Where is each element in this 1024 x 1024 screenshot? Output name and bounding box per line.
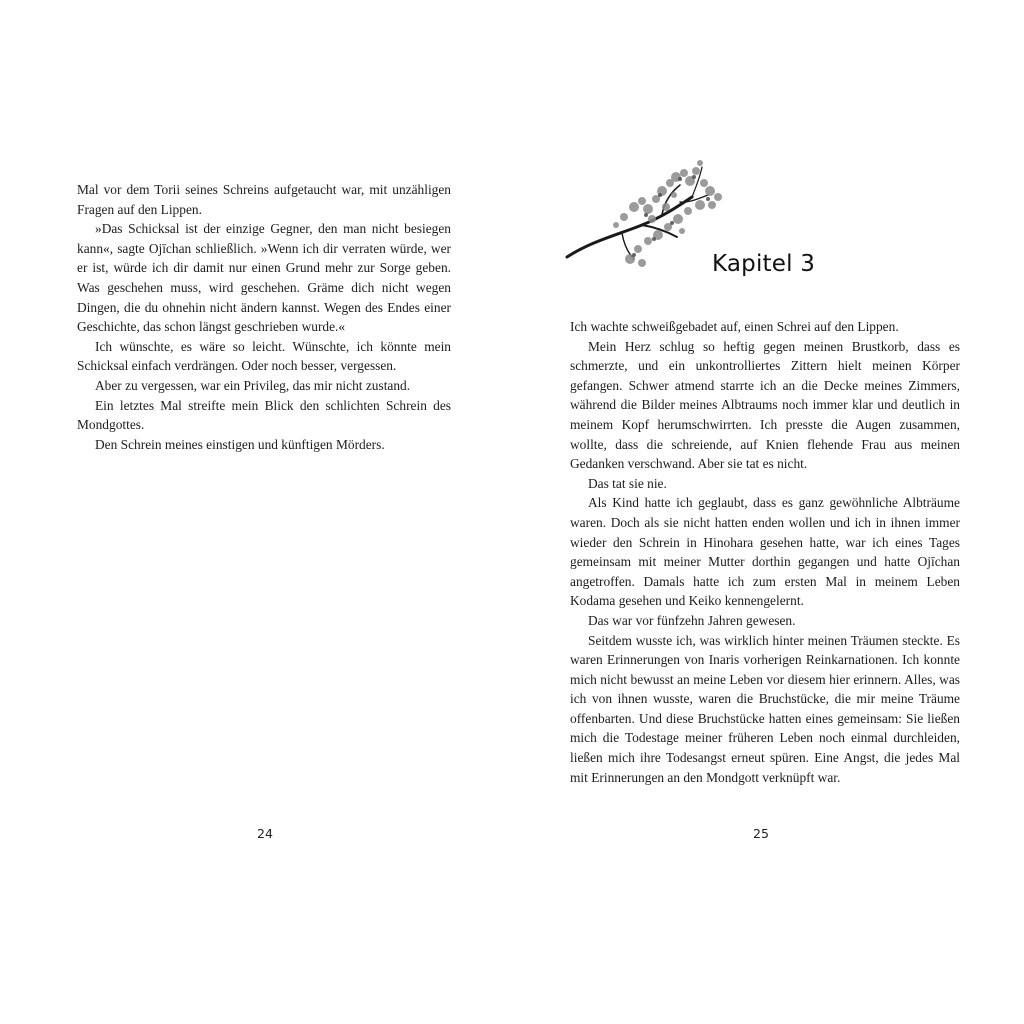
paragraph: »Das Schicksal ist der einzige Gegner, den man nicht besiegen kann«, sagte Ojīchan schließlich. »Wenn ich dir verraten würde, wer er ist, würde ich dir damit nur einen Grund mehr zur Sorge geben. Was geschehen muss, wird geschehen. Gräme dich nicht wegen Dingen, die du ohnehin nicht ändern kannst. Wegen des Endes einer Geschichte, das schon längst geschrieben wurde.« <box>77 221 451 335</box>
cherry-blossom-branch-illustration <box>562 155 732 285</box>
paragraph: Ein letztes Mal streifte mein Blick den schlichten Schrein des Mondgottes. <box>77 397 451 433</box>
paragraph: Seitdem wusste ich, was wirklich hinter meinen Träumen steckte. Es waren Erinnerungen von Inaris vorherigen Reinkarnationen. Ich konnte mich nicht bewusst an meine Leben vor diesem hier erinnern. Alles, was ich von ihnen wusste, waren die Bruchstücke, die mir meine Träume offenbarten. Und diese Bruchstücke hatten eines gemeinsam: Sie ließen mich die Todestage meiner früheren Leben noch einmal durchleiden, ließen mich ihre Todesangst erneut spüren. Eine Angst, die jedes Mal mit Erinnerungen an den Mondgott verknüpft war. <box>570 632 960 785</box>
left-page-text <box>77 180 451 454</box>
paragraph: Den Schrein meines einstigen und künftigen Mörders. <box>95 436 385 452</box>
paragraph: Aber zu vergessen, war ein Privileg, das mir nicht zustand. <box>95 377 411 393</box>
right-page-text <box>570 317 960 787</box>
paragraph: Ich wünschte, es wäre so leicht. Wünschte, ich könnte mein Schicksal einfach verdrängen. Oder noch besser, vergessen. <box>77 338 451 374</box>
paragraph: Als Kind hatte ich geglaubt, dass es ganz gewöhnliche Albträume waren. Doch als sie nicht hatten enden wollen und ich in ihnen immer wieder den Schrein in Hinohara gesehen hatte, war ich eines Tages gemeinsam mit meiner Mutter dorthin gegangen und hatte Ojīchan angetroffen. Damals hatte ich zum ersten Mal in meinem Leben Kodama gesehen und Keiko kennengelernt. <box>570 495 960 609</box>
paragraph: Mal vor dem Torii seines Schreins aufgetaucht war, mit unzähligen Fragen auf den Lippen. <box>77 182 451 217</box>
paragraph: Das tat sie nie. <box>588 475 667 491</box>
paragraph: Mein Herz schlug so heftig gegen meinen Brustkorb, dass es schmerzte, und ein unkontrolliertes Zittern hielt meinen Körper gefangen. Schwer atmend starrte ich an die Decke meines Zimmers, während die Bilder meines Albtraums noch immer klar und deutlich in meinem Kopf herumschwirrten. Ich presste die Augen zusammen, wollte, dass die schreiende, auf Knien flehende Frau aus meinen Gedanken verschwand. Aber sie tat es nicht. <box>570 338 960 472</box>
page-number-left: 24 <box>257 826 273 841</box>
paragraph: Das war vor fünfzehn Jahren gewesen. <box>588 612 796 628</box>
page-number-right: 25 <box>753 826 769 841</box>
chapter-title: Kapitel 3 <box>712 251 816 277</box>
right-page <box>512 0 1024 1024</box>
paragraph: Ich wachte schweißgebadet auf, einen Schrei auf den Lippen. <box>570 319 899 334</box>
